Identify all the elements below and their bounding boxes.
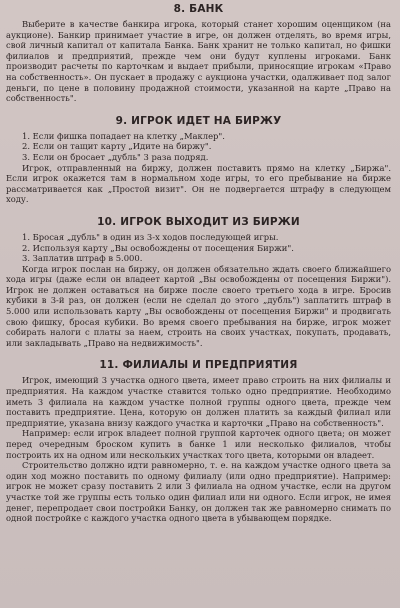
section-paragraph: Например: если игрок владеет полной группой карточек одного цвета; он может перед очередным броском купить в банке 1 или несколько филиалов, чтобы построить их на одном или нескольких участках того цвета, которыми он владеет. [6,428,391,460]
section-goes-to-exchange [6,115,391,205]
list-item: 3. Если он бросает „дубль" 3 раза подряд. [22,151,209,162]
section-paragraph: Выберите в качестве банкира игрока, который станет хорошим оценщиком (на аукционе). Банкир принимает участие в игре, он должен отделять, во время игры, свой личный капитал от капитала Банка. Банк хранит не только капитал, но фишки филиалов и предприятий, прежде чем они будут куплены игроками. Банк производит расчеты по карточкам и выдает прибыли, приносящие игрокам «Право на собственность». Он пускает в продажу с аукциона участки, одалживает под залог деньги, по цене в половину продажной стоимости, указанной на карте „Право на собственность". [6,19,391,104]
list-item: 2. Используя карту „Вы освобождены от посещения Биржи". [22,242,294,253]
section-leaves-exchange [6,216,391,349]
section-heading: 11. ФИЛИАЛЫ И ПРЕДПРИЯТИЯ [99,359,298,372]
list-item: 3. Заплатив штраф в 5.000. [22,253,143,264]
section-heading: 9. ИГРОК ИДЕТ НА БИРЖУ [115,114,282,127]
section-paragraph: Строительство должно идти равномерно, т. е. на каждом участке одного цвета за один ход можно поставить по одному филиалу (или одно предприятие). Например: игрок не может сразу поставить 2 или 3 филиала на одном участке, если на другом участке той же группы есть только один филиал или ни одного. Если игрок, не имея денег, перепродает свои постройки Банку, он должен так же равномерно снимать по одной постройке с каждого участка одного цвета в убывающем порядке. [6,460,391,524]
list-item: 1. Если фишка попадает на клетку „Маклер". [22,130,225,141]
section-paragraph: Игрок, отправленный на биржу, должен поставить прямо на клетку „Биржа". Если игрок окажется там в нормальном ходе игры, то его пребывание на бирже рассматривается как „Простой визит". Он не подвергается штрафу в следующем ходу. [6,162,391,205]
section-paragraph: Когда игрок послан на биржу, он должен обязательно ждать своего ближайшего хода игры (даже если он владеет картой „Вы освобождены от посещения Биржи"). Игрок не должен оставаться на бирже после своего третьего хода в игре. Бросив кубики в 3-й раз, он должен (если не сделал до этого „дубль") заплатить штраф в 5.000 или использовать карту „Вы освобождены от посещения Биржи" и продвигать свою фишку, бросая кубики. Во время своего пребывания на бирже, игрок может собирать налоги с платы за наем, строить на своих участках, покупать, продавать, или закладывать „Право на недвижимость". [6,263,391,348]
list-item: 2. Если он тащит карту „Идите на биржу". [22,141,212,152]
section-paragraph: Игрок, имеющий 3 участка одного цвета, имеет право строить на них филиалы и предприятия. На каждом участке ставится только одно предприятие. Необходимо иметь 3 филиала на каждом участке полной группы одного цвета, прежде чем поставить предприятие. Цена, которую он должен платить за каждый филиал или предприятие, указана внизу каждого участка и карточки „Право на собственность". [6,375,391,428]
section-heading: 10. ИГРОК ВЫХОДИТ ИЗ БИРЖИ [97,215,300,228]
section-heading: 8. БАНК [173,3,224,15]
list-item: 1. Бросая „дубль" в один из 3-х ходов последующей игры. [22,231,279,242]
section-bank [6,3,391,104]
section-branches-and-enterprises [6,359,391,523]
